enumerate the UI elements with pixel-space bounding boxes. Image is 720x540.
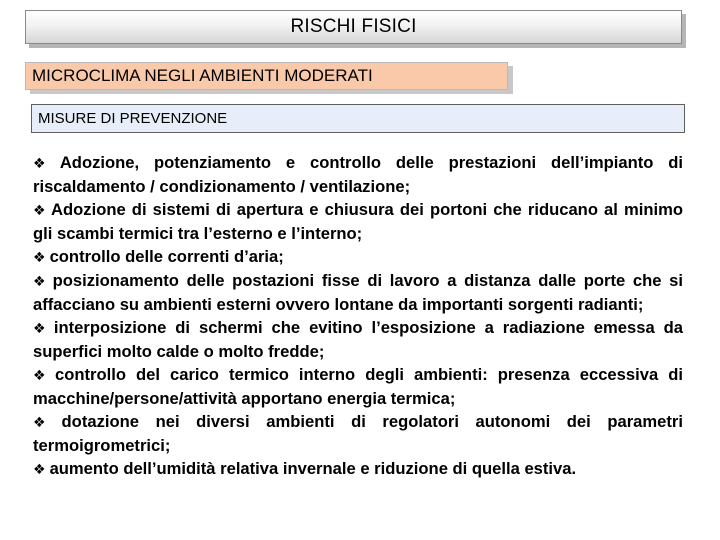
list-item: ❖ aumento dell’umidità relativa invernale e riduzione di quella estiva. (33, 459, 577, 478)
section-header-box (25, 62, 508, 90)
prevention-measures-list (33, 151, 683, 481)
list-item: ❖ dotazione nei diversi ambienti di regolatori autonomi dei parametri termoigrometrici; (33, 412, 683, 455)
list-item: ❖ posizionamento delle postazioni fisse di lavoro a distanza dalle porte che si affacciano su ambienti esterni ovvero lontane da importanti sorgenti radianti; (33, 271, 683, 314)
list-item: ❖ Adozione, potenziamento e controllo delle prestazioni dell’impianto di riscaldamento / condizionamento / ventilazione; (33, 153, 683, 196)
diamond-bullet-icon: ❖ (33, 367, 51, 383)
diamond-bullet-icon: ❖ (33, 155, 56, 171)
slide-title: RISCHI FISICI (290, 16, 417, 37)
list-item: ❖ controllo del carico termico interno degli ambienti: presenza eccessiva di macchine/persone/attività apportano energia termica; (33, 365, 683, 408)
diamond-bullet-icon: ❖ (33, 273, 49, 289)
section-header: MICROCLIMA NEGLI AMBIENTI MODERATI (32, 66, 373, 85)
slide-title-box (25, 10, 682, 44)
diamond-bullet-icon: ❖ (33, 202, 48, 218)
diamond-bullet-icon: ❖ (33, 320, 50, 336)
list-item: ❖ controllo delle correnti d’aria; (33, 247, 284, 266)
subsection-header: MISURE DI PREVENZIONE (38, 110, 228, 127)
list-item: ❖ interposizione di schermi che evitino l’esposizione a radiazione emessa da superfici molto calde o molto fredde; (33, 318, 683, 361)
diamond-bullet-icon: ❖ (33, 414, 58, 430)
subsection-header-box (31, 104, 685, 133)
list-item: ❖ Adozione di sistemi di apertura e chiusura dei portoni che riducano al minimo gli scambi termici tra l’esterno e l’interno; (33, 200, 683, 243)
diamond-bullet-icon: ❖ (33, 249, 46, 265)
diamond-bullet-icon: ❖ (33, 461, 46, 477)
